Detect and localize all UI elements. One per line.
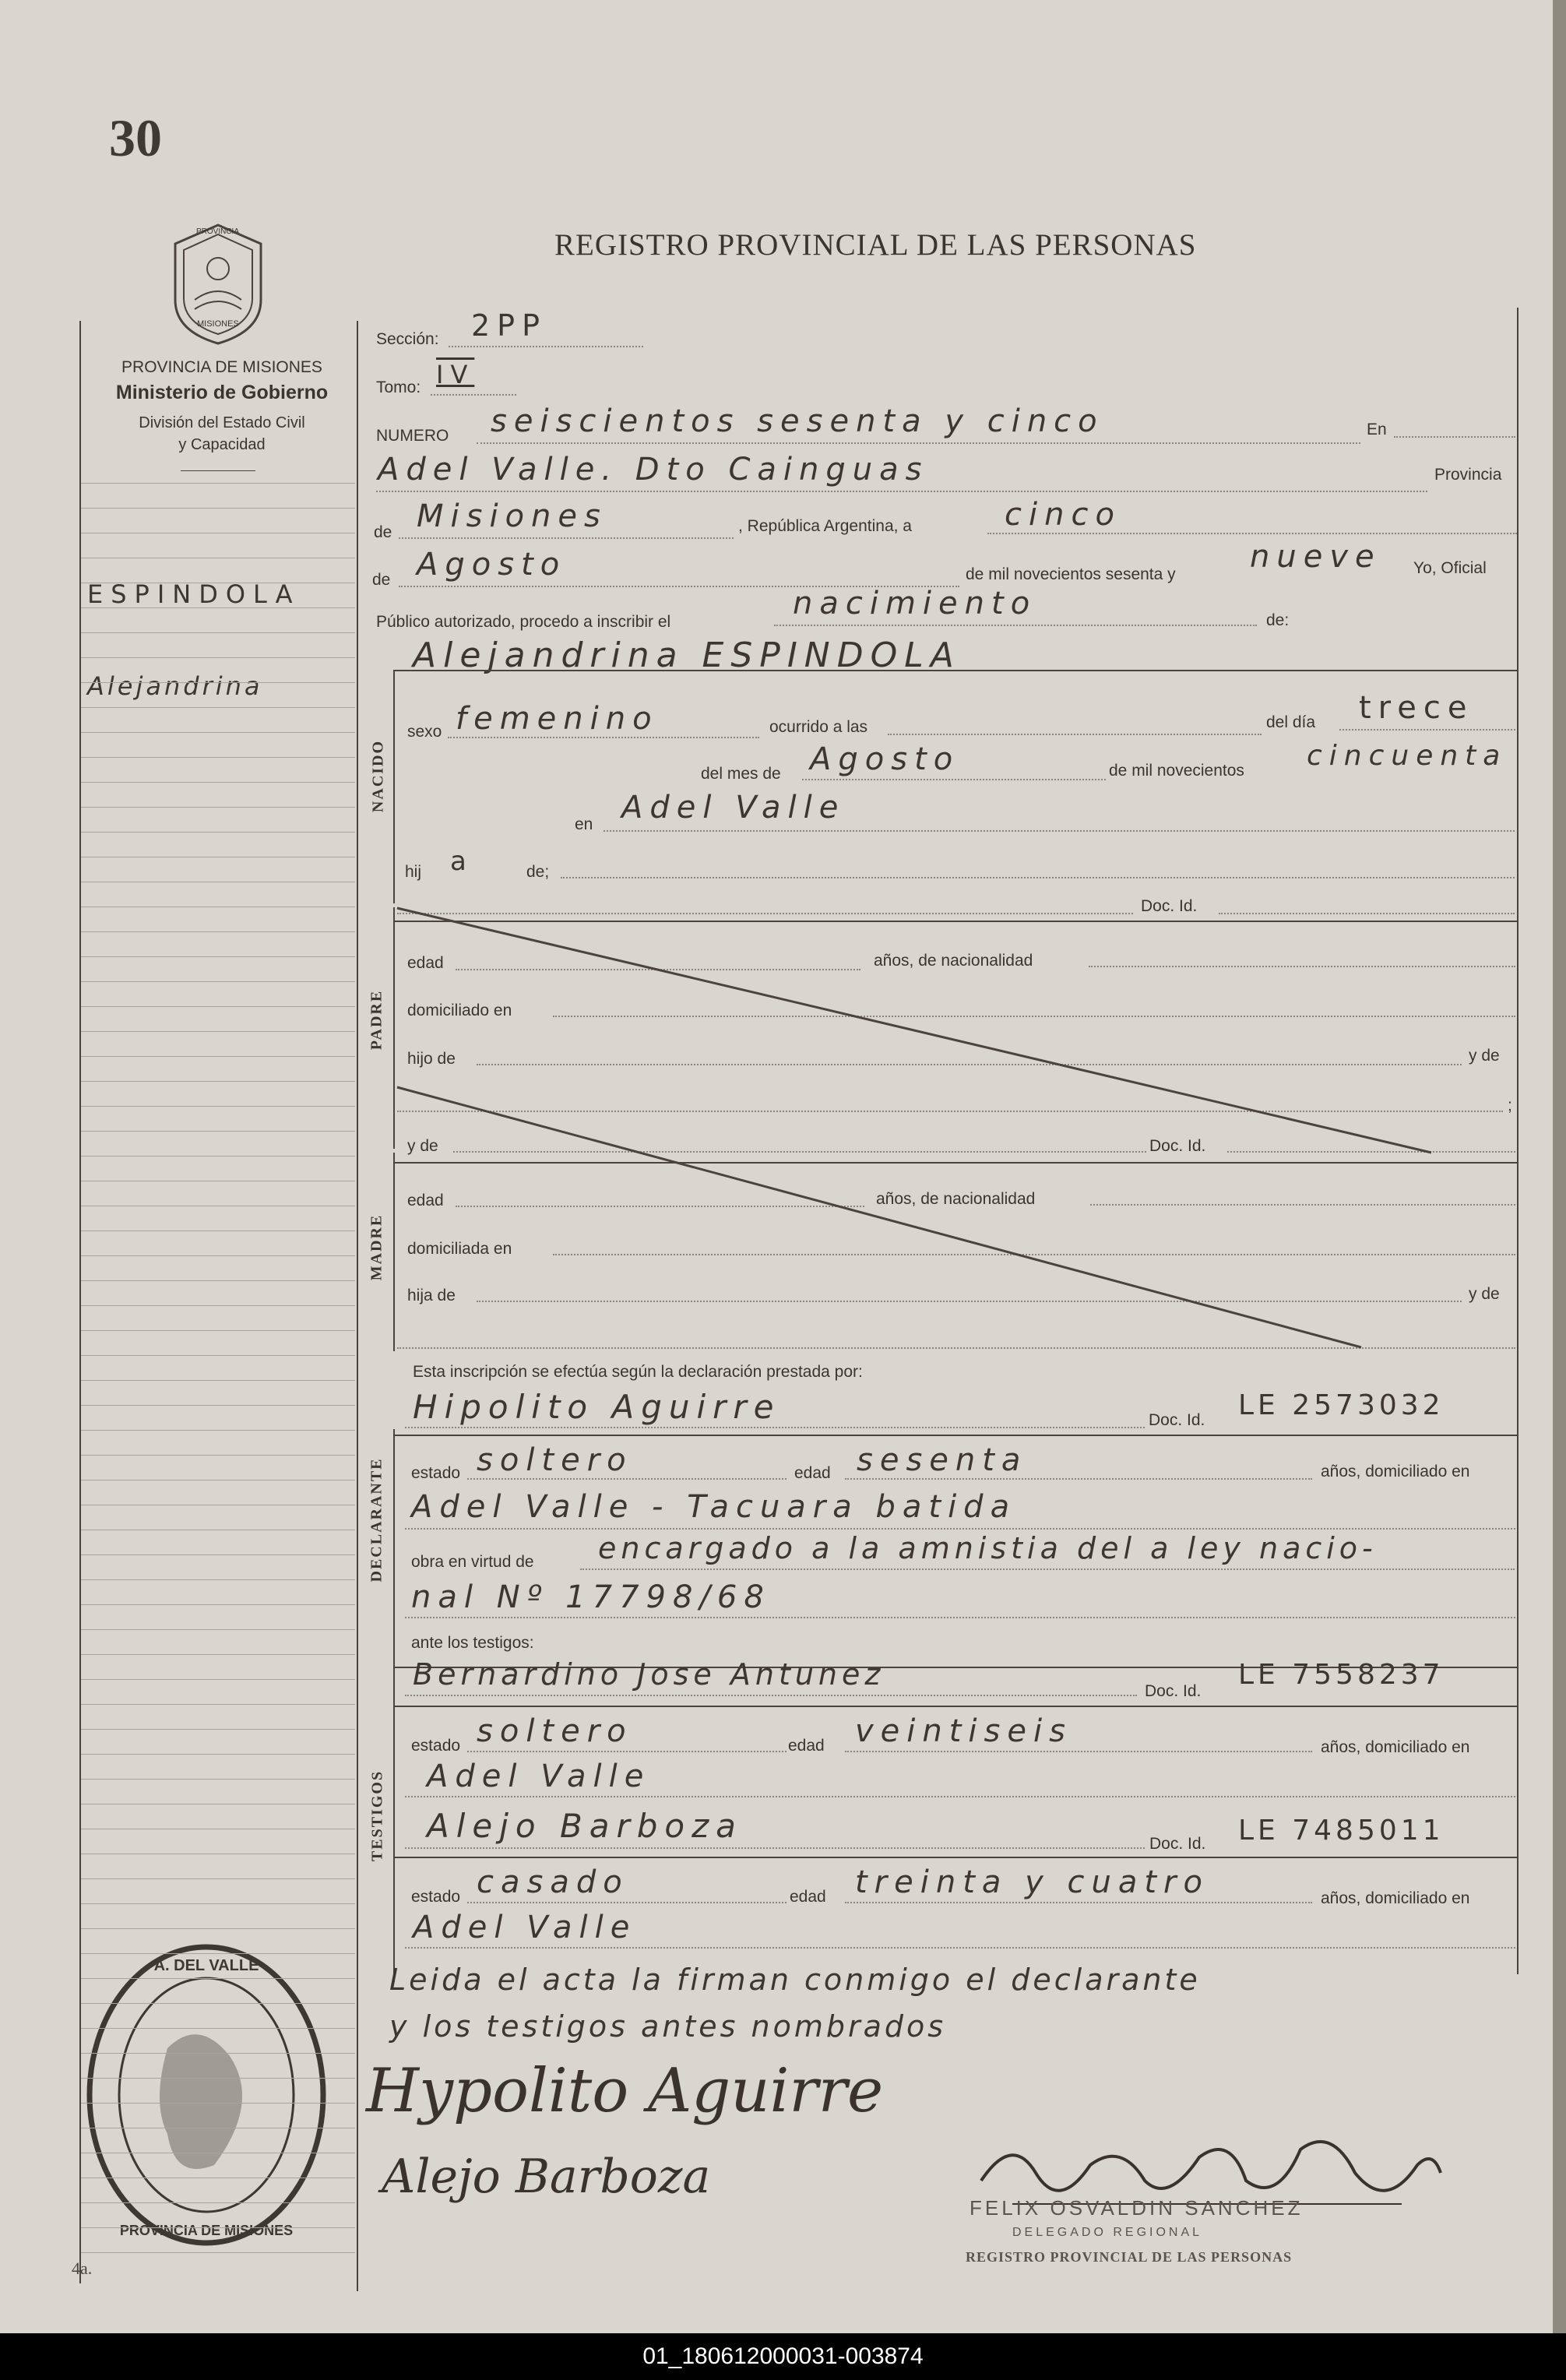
margin-rule-line <box>81 2252 355 2253</box>
madre-nac-label: años, de nacionalidad <box>876 1190 1036 1208</box>
sexo-value: femenino <box>456 701 659 737</box>
hij-label: hij <box>405 863 422 881</box>
margin-rule-line <box>81 1878 355 1879</box>
margin-rule-line <box>81 1380 355 1381</box>
inscripcion-label: Esta inscripción se efectúa según la declaración prestada por: <box>413 1363 863 1381</box>
margin-rule-line <box>81 1754 355 1755</box>
margin-rule-line <box>81 2003 355 2004</box>
division-label: División del Estado Civil <box>139 414 305 431</box>
t2-nombre-value: Alejo Barboza <box>427 1807 743 1845</box>
declarante-edad-label: edad <box>794 1464 831 1482</box>
margin-rule-line <box>81 2227 355 2228</box>
acto-value: nacimiento <box>793 586 1037 621</box>
closing-line-2: y los testigos antes nombrados <box>389 2009 947 2044</box>
provincia-label: Provincia <box>1434 466 1502 484</box>
margin-rule-line <box>81 483 355 484</box>
t2-dom-value: Adel Valle <box>413 1910 637 1945</box>
svg-text:A. DEL VALLE: A. DEL VALLE <box>153 1957 259 1974</box>
registry-round-stamp <box>82 1931 339 2259</box>
publico-label: Público autorizado, procedo a inscribir el <box>376 613 671 631</box>
en-label: En <box>1367 421 1387 438</box>
seccion-value: 2PP <box>471 308 547 343</box>
scan-id-footer: 01_180612000031-003874 <box>0 2333 1566 2380</box>
margin-rule-line <box>81 1704 355 1705</box>
margin-rule-line <box>81 1405 355 1406</box>
en-lower-label: en <box>575 815 593 833</box>
margin-rule-line <box>81 607 355 608</box>
declarante-anos-label: años, domiciliado en <box>1321 1463 1470 1480</box>
signature-declarante: Hypolito Aguirre <box>366 2056 884 2126</box>
seal-text-bottom: MISIONES <box>197 319 239 329</box>
padre-dom-label: domiciliado en <box>407 1002 512 1019</box>
dia-value: cinco <box>1005 497 1121 533</box>
declarante-edad-dots <box>845 1478 1312 1480</box>
t2-nombre-dots <box>405 1847 1145 1849</box>
obra-dots <box>580 1568 1515 1570</box>
tomo-value: IV <box>436 360 475 389</box>
t1-dom-value: Adel Valle <box>427 1759 651 1794</box>
margin-rule-line <box>81 657 355 658</box>
margin-rule-line <box>81 1779 355 1780</box>
declarante-nombre-dots <box>405 1427 1145 1428</box>
de-mil-nov-label: de mil novecientos <box>1109 762 1244 780</box>
margin-rule-line <box>81 1579 355 1580</box>
numero-label: NUMERO <box>376 427 449 445</box>
margin-rule-line <box>81 1978 355 1979</box>
ocurrido-label: ocurrido a las <box>769 718 868 736</box>
t1-edad-value: veintiseis <box>855 1713 1072 1749</box>
margin-rule-line <box>81 1654 355 1655</box>
padre-yde2-label: y de <box>407 1137 438 1155</box>
margin-rule-line <box>81 508 355 509</box>
t1-estado-label: estado <box>411 1737 461 1755</box>
madre-dom-label: domiciliada en <box>407 1240 512 1258</box>
padre-nac-label: años, de nacionalidad <box>874 952 1033 970</box>
margin-rule-line <box>81 832 355 833</box>
margin-rule-line <box>81 1106 355 1107</box>
hij-value: a <box>450 846 473 877</box>
t2-estado-dots <box>467 1902 787 1903</box>
corner-mark: 4a. <box>72 2259 93 2278</box>
margin-rule-line <box>81 1056 355 1057</box>
t1-doc-label: Doc. Id. <box>1145 1682 1202 1700</box>
margin-rule-line <box>81 782 355 783</box>
sexo-label: sexo <box>407 723 442 741</box>
t2-estado-value: casado <box>477 1864 629 1900</box>
ante-testigos-label: ante los testigos: <box>411 1634 534 1652</box>
madre-section-label: MADRE <box>368 1213 385 1281</box>
capacidad-label: y Capacidad <box>178 436 266 453</box>
margin-rule-line <box>81 981 355 982</box>
obra-value-2: nal Nº 17798/68 <box>411 1579 771 1615</box>
t1-edad-dots <box>845 1751 1312 1752</box>
margin-rule-line <box>81 1355 355 1356</box>
mes-nac-value: Agosto <box>810 741 960 777</box>
closing-line-1: Leida el acta la firman conmigo el declarante <box>389 1963 1201 1997</box>
official-title-stamp: DELEGADO REGIONAL <box>1012 2226 1203 2239</box>
obra-value-1: encargado a la amnistia del a ley nacio- <box>598 1531 1378 1565</box>
seal-text-top: PROVINCIA <box>196 227 240 236</box>
de-colon-label: de: <box>1266 611 1290 629</box>
declarante-estado-dots <box>467 1478 787 1480</box>
de-mil-label: de mil novecientos sesenta y <box>966 565 1176 583</box>
t2-dom-dots <box>405 1947 1515 1949</box>
dia-nac-value: trece <box>1359 690 1474 726</box>
margin-rule-line <box>81 2053 355 2054</box>
numero-value: seiscientos sesenta y cinco <box>491 403 1104 439</box>
declarante-vline <box>393 1429 395 1682</box>
margin-rule-line <box>81 807 355 808</box>
anio-nac-value: cincuenta <box>1307 740 1508 772</box>
margin-rule-line <box>81 1031 355 1032</box>
hij-de-label: de; <box>526 863 550 881</box>
de-label-2: de <box>372 571 391 589</box>
ministry-label: Ministerio de Gobierno <box>115 382 329 403</box>
official-org-stamp: REGISTRO PROVINCIAL DE LAS PERSONAS <box>966 2249 1293 2265</box>
t1-doc-value: LE 7558237 <box>1238 1659 1445 1691</box>
margin-rule-line <box>81 931 355 932</box>
t2-estado-label: estado <box>411 1888 461 1906</box>
signature-testigo: Alejo Barboza <box>382 2149 711 2204</box>
margin-rule-line <box>81 1255 355 1256</box>
nacido-doc-label: Doc. Id. <box>1141 897 1198 915</box>
margin-rule-line <box>81 1305 355 1306</box>
margin-rule-line <box>81 1903 355 1904</box>
t1-nombre-dots <box>405 1695 1137 1696</box>
de-label-1: de <box>374 523 392 541</box>
madre-edad-label: edad <box>407 1192 444 1209</box>
margin-rule-line <box>81 1679 355 1680</box>
margin-rule-line <box>81 2078 355 2079</box>
declarante-estado-label: estado <box>411 1464 461 1482</box>
margin-rule-line <box>81 2202 355 2203</box>
margin-rule-line <box>81 1230 355 1231</box>
declarante-dom-value: Adel Valle - Tacuara batida <box>411 1489 1017 1525</box>
seccion-label: Sección: <box>376 330 439 348</box>
t2-line <box>393 1857 1517 1858</box>
padre-doc-label: Doc. Id. <box>1149 1137 1206 1155</box>
margin-rule-line <box>81 1455 355 1456</box>
margin-rule-line <box>81 682 355 683</box>
padre-section-label: PADRE <box>368 989 385 1051</box>
t2-doc-value: LE 7485011 <box>1238 1815 1445 1847</box>
madre-yde-label: y de <box>1469 1285 1500 1303</box>
margin-rule-line <box>81 1156 355 1157</box>
tomo-label: Tomo: <box>376 378 421 396</box>
margin-rule-line <box>81 1430 355 1431</box>
declarante-section-label: DECLARANTE <box>368 1457 385 1583</box>
testigos-section-label: TESTIGOS <box>368 1769 386 1862</box>
margin-rule-line <box>81 1006 355 1007</box>
padre-semicolon: ; <box>1508 1097 1512 1114</box>
margin-rule-line <box>81 1554 355 1555</box>
madre-hija-label: hija de <box>407 1287 456 1304</box>
margin-rule-line <box>81 732 355 733</box>
declarante-edad-value: sesenta <box>857 1442 1028 1478</box>
margin-rule-line <box>81 1928 355 1929</box>
provincia-value: Misiones <box>417 498 607 534</box>
margin-rule-line <box>81 956 355 957</box>
mes-value: Agosto <box>417 547 567 583</box>
declarante-estado-value: soltero <box>477 1442 633 1478</box>
margin-rule-line <box>81 757 355 758</box>
t1-estado-dots <box>467 1751 787 1752</box>
del-dia-label: del día <box>1266 713 1316 731</box>
declarante-doc-label: Doc. Id. <box>1149 1411 1205 1429</box>
lugar-nac-value: Adel Valle <box>621 790 846 826</box>
del-mes-label: del mes de <box>701 765 781 783</box>
republica-label: , República Argentina, a <box>738 517 912 535</box>
margin-rule-line <box>81 707 355 708</box>
nombre-value: Alejandrina ESPINDOLA <box>413 635 961 675</box>
declarante-top-line <box>393 1435 1517 1436</box>
t1-estado-value: soltero <box>477 1713 633 1749</box>
obra-label: obra en virtud de <box>411 1553 534 1571</box>
register-title: REGISTRO PROVINCIAL DE LAS PERSONAS <box>554 228 1197 262</box>
t1-nombre-value: Bernardino Jose Antunez <box>413 1657 885 1692</box>
anio-value: nueve <box>1250 539 1381 575</box>
t2-edad-dots <box>845 1902 1312 1903</box>
page-number: 30 <box>109 108 162 167</box>
obra-dots-2 <box>405 1617 1515 1618</box>
margin-rule-line <box>81 1330 355 1331</box>
svg-text:PROVINCIA DE MISIONES: PROVINCIA DE MISIONES <box>119 2223 294 2238</box>
t2-doc-label: Doc. Id. <box>1149 1835 1206 1853</box>
testigos-vline <box>393 1667 395 1982</box>
margin-surname: ESPINDOLA <box>87 579 301 609</box>
margin-rule-line <box>81 1629 355 1630</box>
margin-rule-line <box>81 1280 355 1281</box>
t1-edad-label: edad <box>788 1737 825 1755</box>
t1-dom-dots <box>405 1796 1515 1797</box>
t2-anos-label: años, domiciliado en <box>1321 1889 1470 1907</box>
t2-edad-value: treinta y cuatro <box>855 1864 1209 1900</box>
margin-rule-line <box>81 2103 355 2104</box>
margin-rule-line <box>81 2028 355 2029</box>
lugar-value: Adel Valle. Dto Cainguas <box>378 452 929 488</box>
margin-rule-line <box>81 1131 355 1132</box>
declarante-doc-value: LE 2573032 <box>1238 1389 1445 1421</box>
margin-rule-line <box>81 1604 355 1605</box>
margin-rule-line <box>81 632 355 633</box>
t2-edad-label: edad <box>790 1888 826 1906</box>
padre-hijo-label: hijo de <box>407 1050 456 1068</box>
yo-oficial-label: Yo, Oficial <box>1413 559 1487 577</box>
t1-anos-label: años, domiciliado en <box>1321 1738 1470 1756</box>
padre-yde-label: y de <box>1469 1047 1500 1065</box>
declarante-nombre-value: Hipolito Aguirre <box>413 1388 781 1426</box>
margin-rule-line <box>81 1081 355 1082</box>
margin-rule-line <box>81 1729 355 1730</box>
padre-edad-label: edad <box>407 954 444 972</box>
declarante-dom-dots <box>405 1528 1515 1530</box>
margin-given-name: Alejandrina <box>87 671 263 701</box>
margin-rule-line <box>81 1953 355 1954</box>
nacido-section-label: NACIDO <box>369 739 387 813</box>
page-edge <box>1553 0 1566 2380</box>
t1-line <box>393 1706 1517 1707</box>
official-name-stamp: FELIX OSVALDIN SANCHEZ <box>970 2196 1304 2220</box>
province-label: PROVINCIA DE MISIONES <box>121 358 322 376</box>
